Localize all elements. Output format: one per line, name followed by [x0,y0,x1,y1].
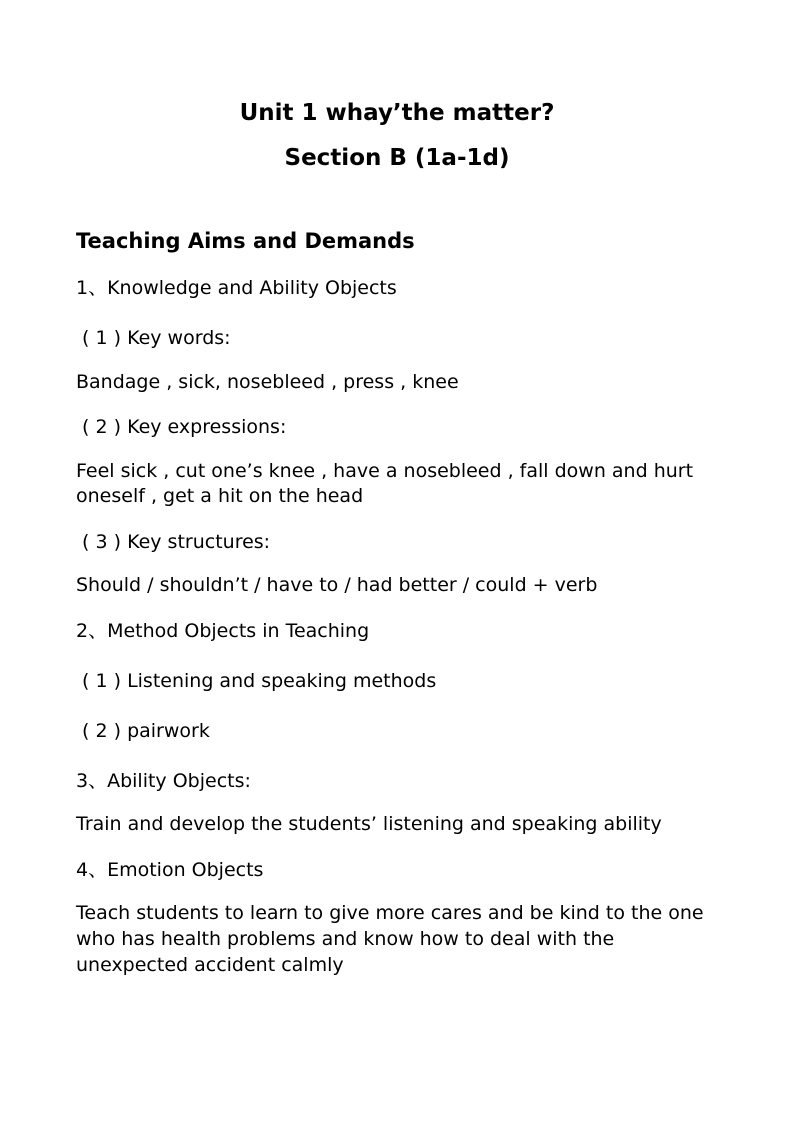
objective-1-heading: 1、Knowledge and Ability Objects [76,277,397,299]
method-1: ( 1 ) Listening and speaking methods [76,670,437,692]
emotion-objective-line-3: unexpected accident calmly [76,954,344,976]
ability-objective-text: Train and develop the students’ listening and speaking ability [76,813,662,835]
key-expressions-line-1: Feel sick , cut one’s knee , have a nosebleed , fall down and hurt [76,460,694,482]
key-expressions-label: ( 2 ) Key expressions: [76,416,287,438]
objective-2-heading: 2、Method Objects in Teaching [76,620,370,642]
objective-4-heading: 4、Emotion Objects [76,859,264,881]
objective-3-heading: 3、Ability Objects: [76,770,251,792]
key-words-label: ( 1 ) Key words: [76,327,231,349]
section-title: Section B (1a-1d) [284,145,510,171]
emotion-objective-line-1: Teach students to learn to give more cares and be kind to the one [76,902,704,924]
method-2: ( 2 ) pairwork [76,720,210,742]
unit-title: Unit 1 whay’the matter? [239,100,555,126]
key-expressions-line-2: oneself , get a hit on the head [76,485,364,507]
key-structures-list: Should / shouldn’t / have to / had better / could + verb [76,574,598,596]
emotion-objective-line-2: who has health problems and know how to deal with the [76,928,615,950]
key-structures-label: ( 3 ) Key structures: [76,531,271,553]
key-words-list: Bandage , sick, nosebleed , press , knee [76,371,459,393]
teaching-aims-heading: Teaching Aims and Demands [76,229,415,253]
